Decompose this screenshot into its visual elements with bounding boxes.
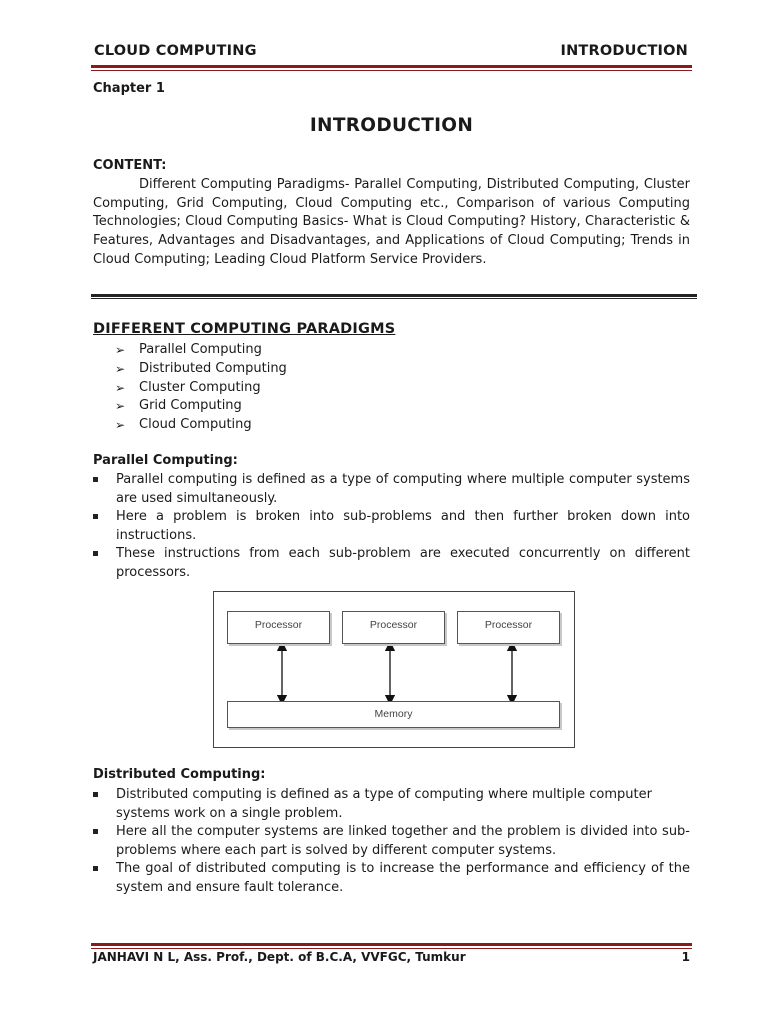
distributed-bullets [93,786,690,897]
distributed-heading: Distributed Computing: [93,767,266,782]
header-rule [91,65,692,68]
list-item: Distributed computing is defined as a type of computing where multiple computer systems work on a single problem. [93,786,690,823]
footer-author: JANHAVI N L, Ass. Prof., Dept. of B.C.A, VVFGC, Tumkur [93,950,466,964]
running-footer [93,950,690,964]
content-paragraph: Different Computing Paradigms- Parallel Computing, Distributed Computing, Cluster Computing, Grid Computing, Cloud Computing etc., Comparison of various Computing Technologies; Cloud Computing Basics- What is Cloud Computing? History, Characteristic & Features, Advantages and Disadvantages, and Applications of Cloud Computing; Trends in Cloud Computing; Leading Cloud Platform Service Providers. [93,177,690,267]
chapter-label: Chapter 1 [93,81,165,96]
processor-box: Processor [227,611,330,644]
paradigms-heading: DIFFERENT COMPUTING PARADIGMS [93,321,396,337]
content-label: CONTENT: [93,158,167,173]
list-item: These instructions from each sub-problem are executed concurrently on different processors. [93,545,690,582]
running-header [94,43,688,59]
footer-rule [91,943,692,946]
memory-box: Memory [227,701,560,728]
square-bullet-icon [93,551,98,556]
arrow-bullet-icon: ➢ [115,343,126,357]
list-item: Here a problem is broken into sub-problems and then further broken down into instructions. [93,508,690,545]
footer-rule-thin [91,948,692,949]
arrow-bullet-icon: ➢ [115,380,126,395]
section-divider [91,294,697,297]
square-bullet-icon [93,792,98,797]
list-item: ➢ Distributed Computing [115,360,287,379]
header-rule-thin [91,70,692,71]
square-bullet-icon [93,829,98,834]
paradigms-list [115,341,287,435]
page-title: INTRODUCTION [309,115,474,136]
square-bullet-icon [93,866,98,871]
header-left: CLOUD COMPUTING [94,43,257,59]
parallel-heading: Parallel Computing: [93,453,238,468]
square-bullet-icon [93,477,98,482]
processor-box: Processor [457,611,560,644]
list-item: Here all the computer systems are linked together and the problem is divided into sub-problems where each part is solved by different computer systems. [93,823,690,860]
arrow-bullet-icon: ➢ [115,418,126,433]
header-right: INTRODUCTION [560,43,688,59]
parallel-bullets [93,471,690,582]
page-number: 1 [681,950,690,964]
arrow-bullet-icon: ➢ [115,399,126,414]
section-divider-thin [91,298,697,299]
list-item: ➢ Grid Computing [115,397,287,416]
processor-box: Processor [342,611,445,644]
square-bullet-icon [93,514,98,519]
list-item: ➢ Cloud Computing [115,416,287,435]
list-item: The goal of distributed computing is to increase the performance and efficiency of the system and ensure fault tolerance. [93,860,690,897]
list-item: Parallel computing is defined as a type of computing where multiple computer systems are used simultaneously. [93,471,690,508]
list-item: ➢ Parallel Computing [115,341,287,360]
parallel-computing-diagram [213,591,575,748]
arrow-bullet-icon: ➢ [115,361,126,376]
list-item: ➢ Cluster Computing [115,379,287,398]
